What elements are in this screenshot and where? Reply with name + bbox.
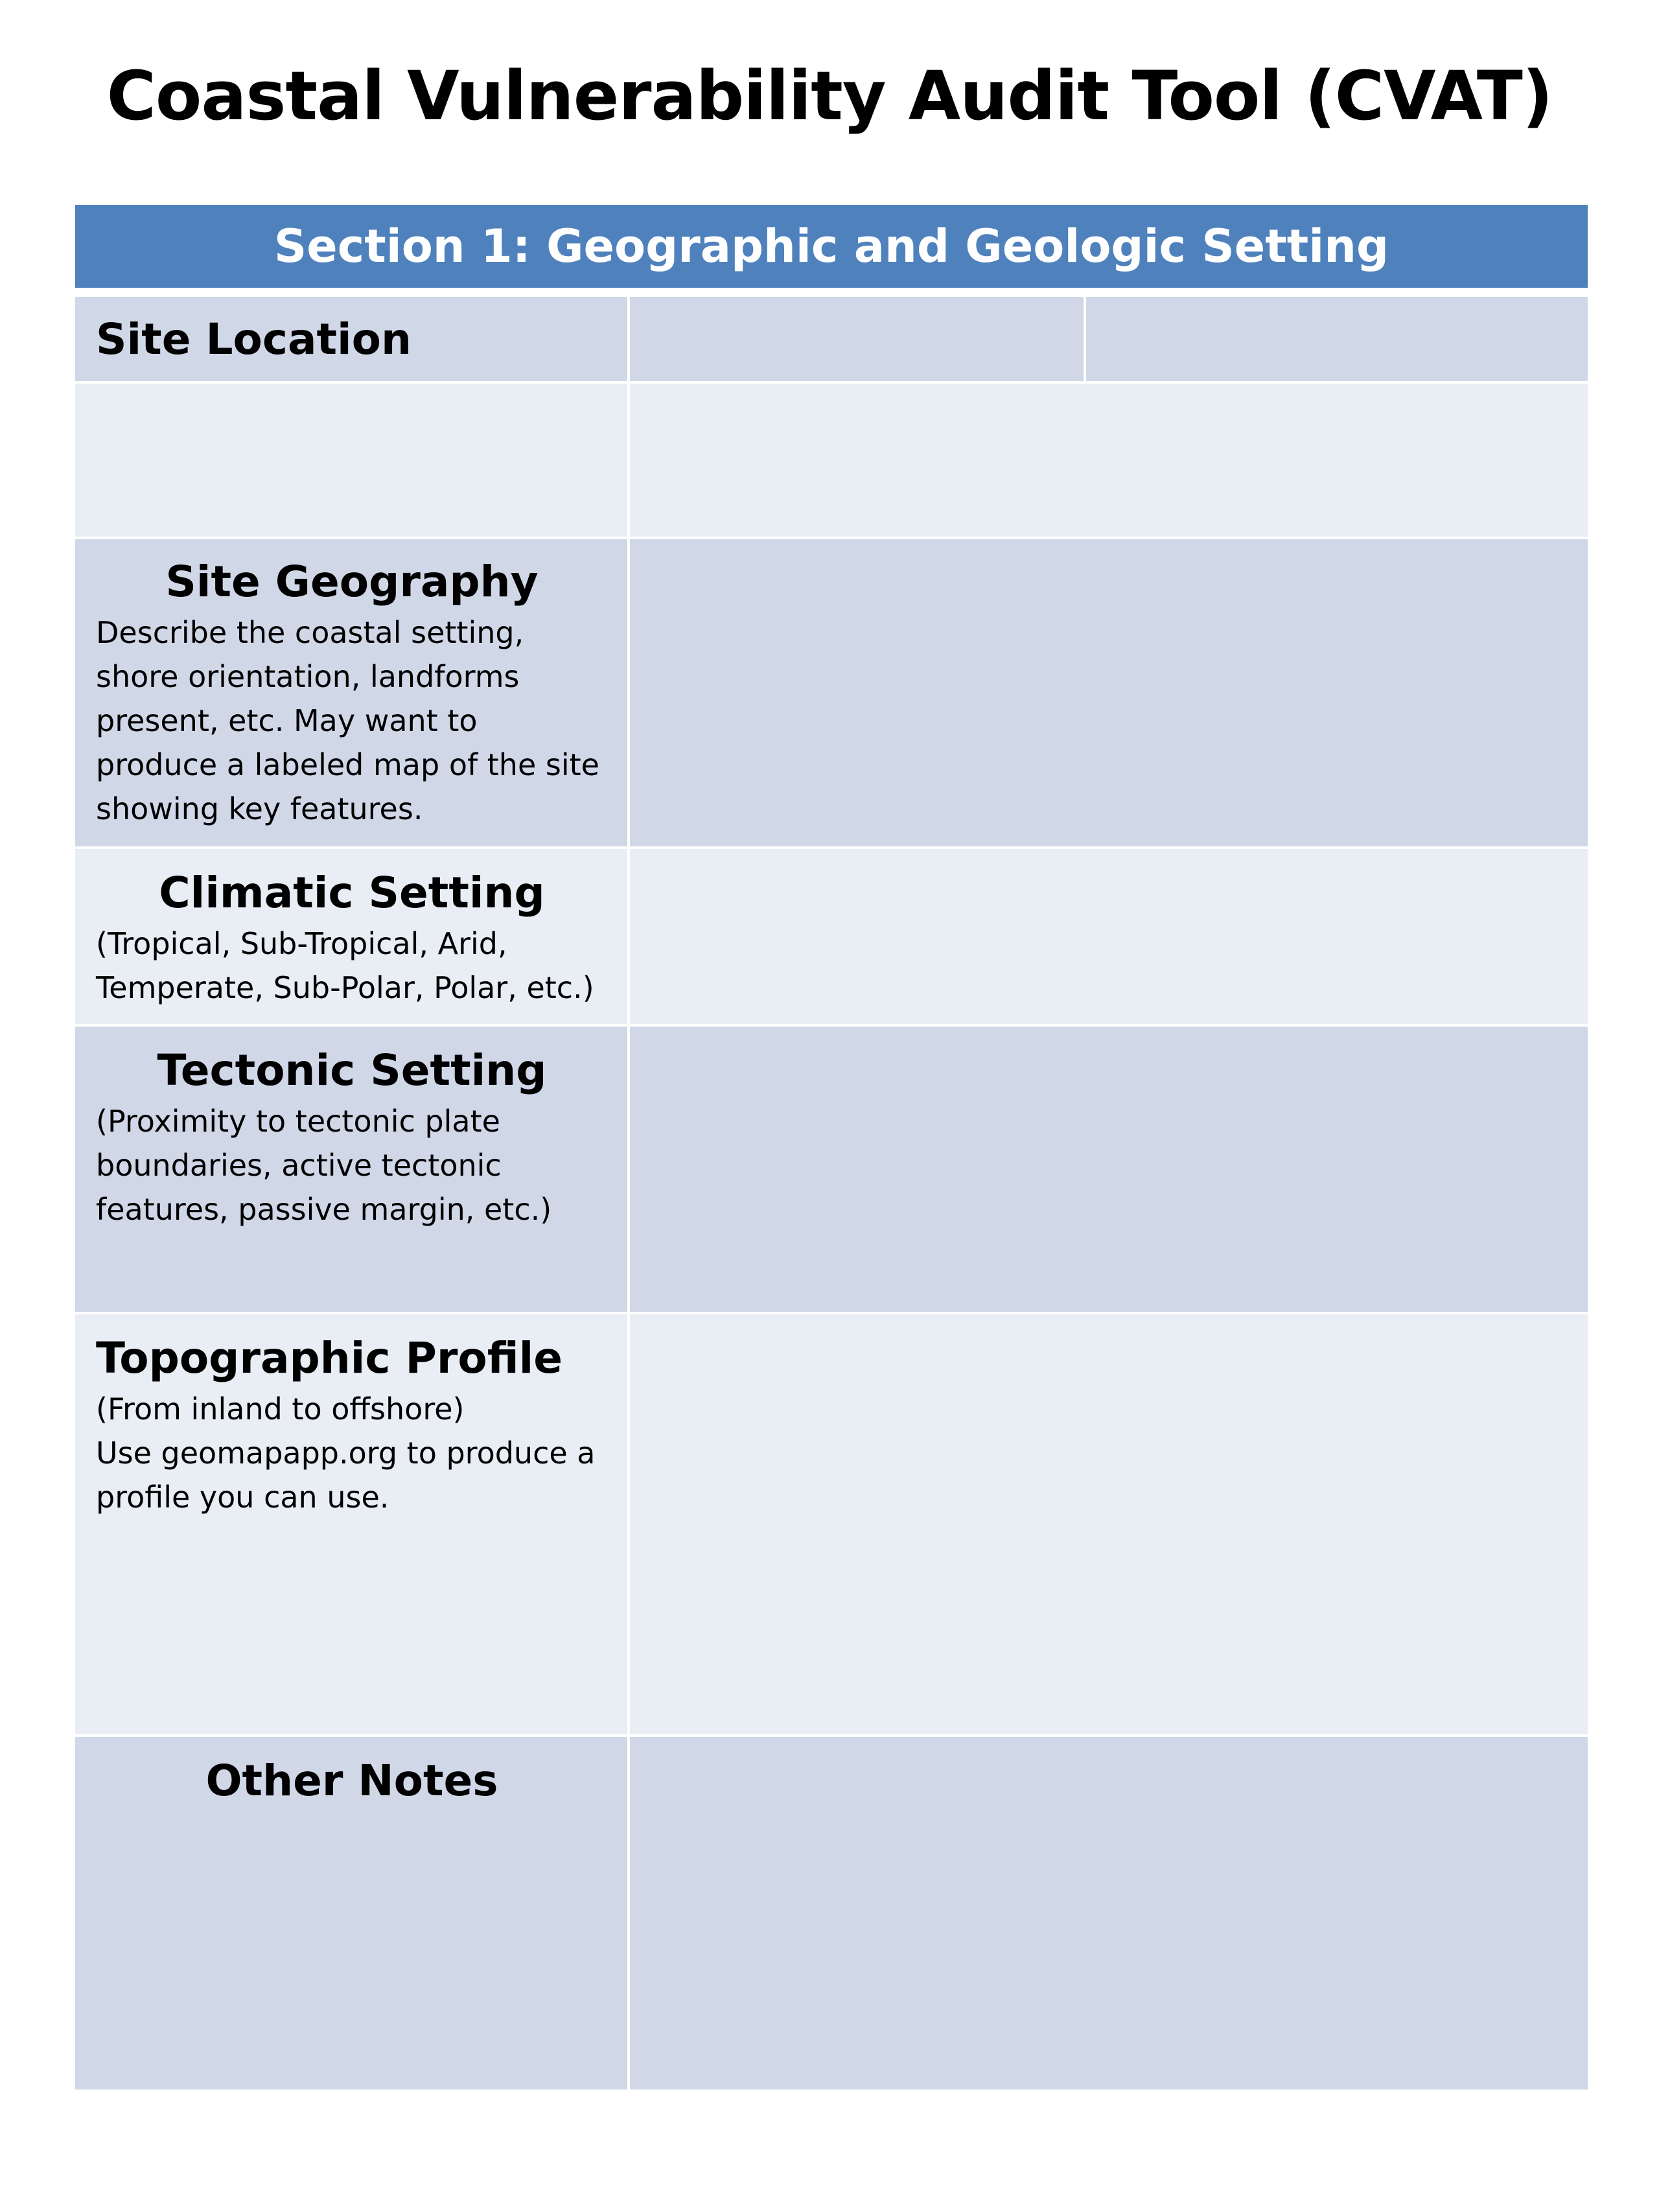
site-location-value-cell-1[interactable] [630,297,1084,381]
topographic-profile-value-cell[interactable] [630,1314,1588,1734]
tectonic-setting-label [75,1042,627,1231]
topographic-profile-heading: Topographic Profile [96,1333,563,1383]
section-header: Section 1: Geographic and Geologic Setting [75,205,1588,288]
topographic-profile-description-1: (From inland to offshore) [96,1391,465,1426]
climatic-setting-label [75,865,627,1010]
climatic-setting-heading: Climatic Setting [159,868,545,918]
site-geography-description: Describe the coastal setting, shore orientation, landforms present, etc. May want to produce a labeled map of the site showing key features. [96,615,599,826]
tectonic-setting-description: (Proximity to tectonic plate boundaries, active tectonic features, passive margin, etc.) [96,1104,552,1227]
topographic-profile-label [75,1330,627,1519]
topographic-profile-description-2: Use geomapapp.org to produce a profile you can use. [96,1436,596,1515]
site-location-label [75,311,627,368]
site-geography-value-cell[interactable] [630,539,1588,846]
site-location-heading: Site Location [96,314,412,364]
blank-value-cell[interactable] [630,384,1588,537]
site-geography-heading: Site Geography [165,557,539,607]
page-title: Coastal Vulnerability Audit Tool (CVAT) [106,56,1553,135]
climatic-setting-value-cell[interactable] [630,849,1588,1024]
tectonic-setting-heading: Tectonic Setting [157,1045,547,1095]
other-notes-label [75,1752,627,1810]
other-notes-heading: Other Notes [205,1756,498,1806]
climatic-setting-description: (Tropical, Sub-Tropical, Arid, Temperate, Sub-Polar, Polar, etc.) [96,926,594,1005]
other-notes-value-cell[interactable] [630,1737,1588,2090]
blank-label-cell [75,384,627,537]
tectonic-setting-value-cell[interactable] [630,1027,1588,1312]
site-location-value-cell-2[interactable] [1086,297,1588,381]
site-geography-label [75,553,627,831]
